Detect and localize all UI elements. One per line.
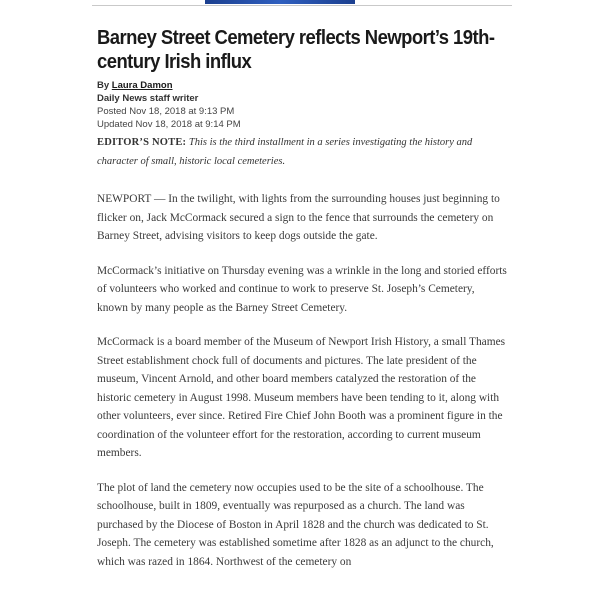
updated-timestamp: Updated Nov 18, 2018 at 9:14 PM: [97, 119, 241, 130]
article-paragraph: NEWPORT — In the twilight, with lights from the surrounding houses just beginning to flicker on, Jack McCormack secured a sign to the fence that surrounds the cemetery on Barney Street, advising visitors to keep dogs outside the gate.: [97, 193, 500, 242]
header-divider: [92, 5, 512, 6]
article-meta: [97, 79, 507, 131]
posted-timestamp: Posted Nov 18, 2018 at 9:13 PM: [97, 106, 235, 117]
editor-note: [97, 133, 507, 171]
editor-note-text: This is the third installment in a series investigating the history and character of small, historic local cemeteries.: [97, 137, 473, 167]
author-link[interactable]: Laura Damon: [111, 80, 173, 91]
article-paragraph: McCormack is a board member of the Museum of Newport Irish History, a small Thames Street establishment chock full of documents and pictures. The late president of the museum, Vincent Arnold, and other board members catalyzed the restoration of the historic cemetery in August 1998. Museum members have been tending to it, along with other volunteers, ever since. Retired Fire Chief John Booth was a prominent figure in the coordination of the volunteer effort for the restoration, according to current museum members.: [97, 336, 506, 459]
author-role: Daily News staff writer: [97, 93, 199, 104]
headline: Barney Street Cemetery reflects Newport’s 19th-century Irish influx: [97, 26, 495, 73]
byline: [97, 79, 507, 92]
editor-note-label: EDITOR’S NOTE:: [97, 137, 187, 148]
article-paragraph: McCormack’s initiative on Thursday evening was a wrinkle in the long and storied efforts of volunteers who worked and continue to work to preserve St. Joseph’s Cemetery, known by many people as the Barney Street Cemetery.: [97, 264, 507, 314]
header-accent-bar: [205, 0, 355, 4]
byline-prefix: By: [97, 80, 112, 91]
article: [97, 26, 507, 571]
article-paragraph: The plot of land the cemetery now occupies used to be the site of a schoolhouse. The schoolhouse, built in 1809, eventually was repurposed as a church. The land was purchased by the Diocese of Boston in April 1828 and the church was dedicated to St. Joseph. The cemetery was established sometime after 1828 as an adjunct to the church, which was razed in 1864. Northwest of the cemetery on: [97, 481, 494, 568]
